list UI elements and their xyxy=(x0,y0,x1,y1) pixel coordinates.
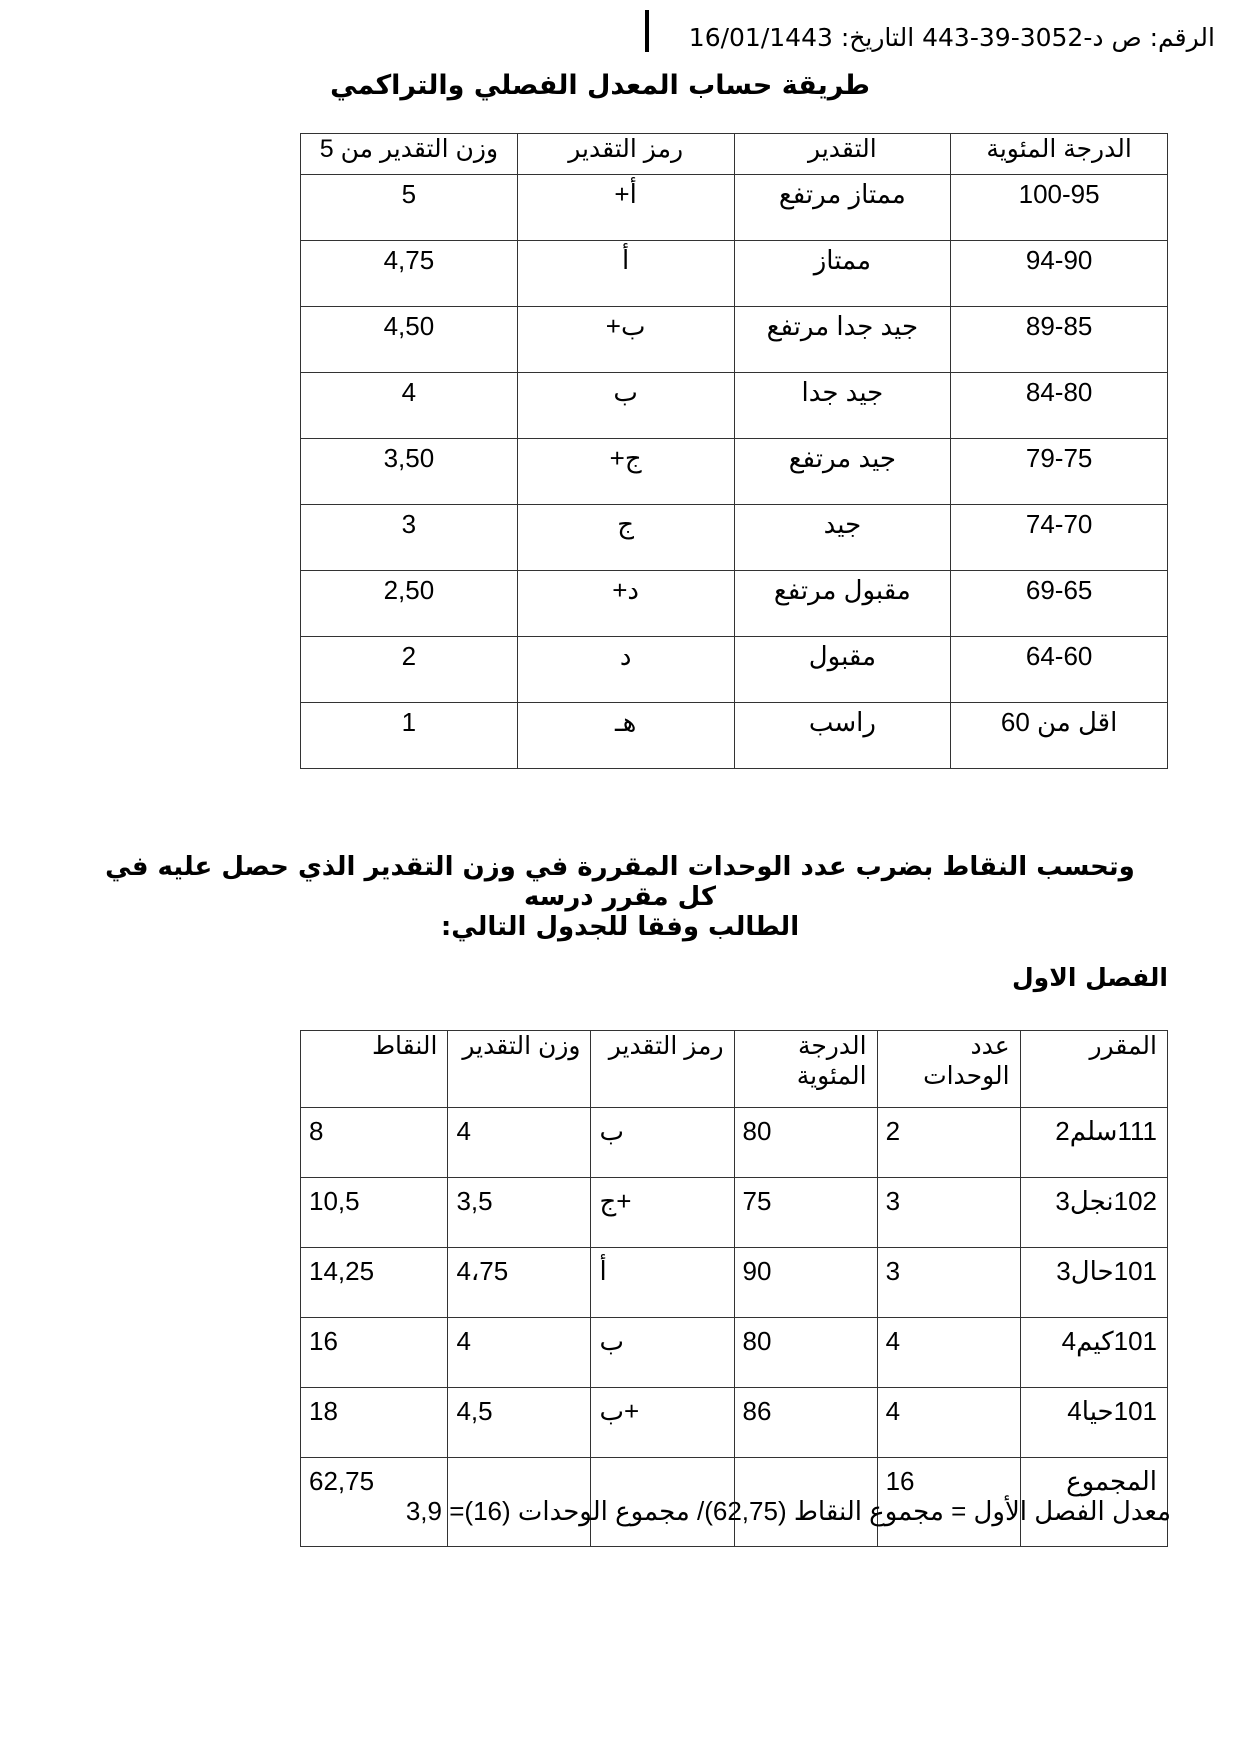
header-units: عدد الوحدات xyxy=(877,1031,1020,1108)
percentage-cell: 100-95 xyxy=(951,175,1168,241)
symbol-cell: ب+ xyxy=(591,1388,734,1458)
percentage-cell: 89-85 xyxy=(951,307,1168,373)
semester-heading: الفصل الاول xyxy=(1011,963,1168,992)
weight-cell: 1 xyxy=(301,703,518,769)
percentage-cell: 86 xyxy=(734,1388,877,1458)
symbol-cell: ج xyxy=(517,505,734,571)
percentage-cell: 80 xyxy=(734,1108,877,1178)
course-cell: 101كيم4 xyxy=(1020,1318,1167,1388)
course-cell: 101حال3 xyxy=(1020,1248,1167,1318)
symbol-cell: ب xyxy=(591,1318,734,1388)
grade-cell: مقبول xyxy=(734,637,951,703)
symbol-cell: أ+ xyxy=(517,175,734,241)
header-points: النقاط xyxy=(301,1031,448,1108)
percentage-cell: 90 xyxy=(734,1248,877,1318)
table-row xyxy=(301,1178,1168,1248)
course-cell: 111سلم2 xyxy=(1020,1108,1167,1178)
table-row xyxy=(301,571,1168,637)
percentage-cell: اقل من 60 xyxy=(951,703,1168,769)
percentage-cell: 84-80 xyxy=(951,373,1168,439)
symbol-cell: هـ xyxy=(517,703,734,769)
total-points-cell: 62,75 xyxy=(301,1458,448,1547)
grade-cell: جيد xyxy=(734,505,951,571)
points-cell: 14,25 xyxy=(301,1248,448,1318)
weight-cell: 3,50 xyxy=(301,439,518,505)
units-cell: 4 xyxy=(877,1388,1020,1458)
weight-cell: 4،75 xyxy=(448,1248,591,1318)
gpa-formula: معدل الفصل الأول = مجموع النقاط (62,75)/ مجموع الوحدات (16)= 3,9 xyxy=(405,1496,1171,1526)
header-grade-weight: وزن التقدير xyxy=(448,1031,591,1108)
percentage-cell: 94-90 xyxy=(951,241,1168,307)
table-row xyxy=(301,1248,1168,1318)
weight-cell: 4 xyxy=(448,1318,591,1388)
percentage-cell: 79-75 xyxy=(951,439,1168,505)
document-reference-line xyxy=(645,18,1215,58)
points-cell: 16 xyxy=(301,1318,448,1388)
weight-cell: 4,75 xyxy=(301,241,518,307)
percentage-cell: 75 xyxy=(734,1178,877,1248)
points-cell: 8 xyxy=(301,1108,448,1178)
symbol-cell: ج+ xyxy=(517,439,734,505)
table-row xyxy=(301,703,1168,769)
table-row xyxy=(301,1318,1168,1388)
percentage-cell: 69-65 xyxy=(951,571,1168,637)
symbol-cell: ب xyxy=(591,1108,734,1178)
units-cell: 2 xyxy=(877,1108,1020,1178)
weight-cell: 4 xyxy=(301,373,518,439)
explanation-line-1: وتحسب النقاط بضرب عدد الوحدات المقررة في وزن التقدير الذي حصل عليه في كل مقرر درسه xyxy=(105,852,1135,912)
grade-cell: جيد مرتفع xyxy=(734,439,951,505)
symbol-cell: أ xyxy=(517,241,734,307)
percentage-cell: 80 xyxy=(734,1318,877,1388)
header-course: المقرر xyxy=(1020,1031,1167,1108)
explanation-line-2: الطالب وفقا للجدول التالي: xyxy=(440,912,800,942)
grade-cell: ممتاز مرتفع xyxy=(734,175,951,241)
grade-cell: جيد جدا xyxy=(734,373,951,439)
symbol-cell: أ xyxy=(591,1248,734,1318)
grade-cell: راسب xyxy=(734,703,951,769)
table-row xyxy=(301,175,1168,241)
total-label-cell: المجموع xyxy=(1020,1458,1167,1547)
weight-cell: 5 xyxy=(301,175,518,241)
reference-number: ص د-3052-39-443 xyxy=(922,23,1142,52)
semester-courses-table xyxy=(300,1030,1168,1547)
points-cell: 18 xyxy=(301,1388,448,1458)
weight-cell: 4,5 xyxy=(448,1388,591,1458)
course-cell: 102نجل3 xyxy=(1020,1178,1167,1248)
weight-cell: 2 xyxy=(301,637,518,703)
units-cell: 3 xyxy=(877,1178,1020,1248)
header-grade-symbol: رمز التقدير xyxy=(591,1031,734,1108)
table-row xyxy=(301,373,1168,439)
symbol-cell: ج+ xyxy=(591,1178,734,1248)
table-row xyxy=(301,307,1168,373)
points-cell: 10,5 xyxy=(301,1178,448,1248)
table-row xyxy=(301,1108,1168,1178)
grade-cell: مقبول مرتفع xyxy=(734,571,951,637)
reference-label: الرقم: xyxy=(1149,23,1215,52)
table-row xyxy=(301,241,1168,307)
units-cell: 3 xyxy=(877,1248,1020,1318)
weight-cell: 4,50 xyxy=(301,307,518,373)
weight-cell: 3 xyxy=(301,505,518,571)
date-label: التاريخ: xyxy=(840,23,915,52)
header-grade-symbol: رمز التقدير xyxy=(517,134,734,175)
symbol-cell: ب+ xyxy=(517,307,734,373)
document-title: طريقة حساب المعدل الفصلي والتراكمي xyxy=(330,70,870,101)
weight-cell: 2,50 xyxy=(301,571,518,637)
symbol-cell: د xyxy=(517,637,734,703)
table-row xyxy=(301,439,1168,505)
percentage-cell: 64-60 xyxy=(951,637,1168,703)
header-grade-weight: وزن التقدير من 5 xyxy=(301,134,518,175)
table-row xyxy=(301,1388,1168,1458)
course-cell: 101حيا4 xyxy=(1020,1388,1167,1458)
symbol-cell: د+ xyxy=(517,571,734,637)
header-percentage: الدرجة المئوية xyxy=(734,1031,877,1108)
units-cell: 4 xyxy=(877,1318,1020,1388)
grade-cell: ممتاز xyxy=(734,241,951,307)
header-grade: التقدير xyxy=(734,134,951,175)
grade-cell: جيد جدا مرتفع xyxy=(734,307,951,373)
table-row xyxy=(301,637,1168,703)
grade-scale-table xyxy=(300,133,1168,769)
courses-table-header-row xyxy=(301,1031,1168,1108)
date-value: 16/01/1443 xyxy=(688,23,833,52)
total-units-cell: 16 xyxy=(877,1458,1020,1547)
percentage-cell: 74-70 xyxy=(951,505,1168,571)
grade-table-header-row xyxy=(301,134,1168,175)
table-row xyxy=(301,505,1168,571)
symbol-cell: ب xyxy=(517,373,734,439)
weight-cell: 4 xyxy=(448,1108,591,1178)
header-percentage: الدرجة المئوية xyxy=(951,134,1168,175)
weight-cell: 3,5 xyxy=(448,1178,591,1248)
